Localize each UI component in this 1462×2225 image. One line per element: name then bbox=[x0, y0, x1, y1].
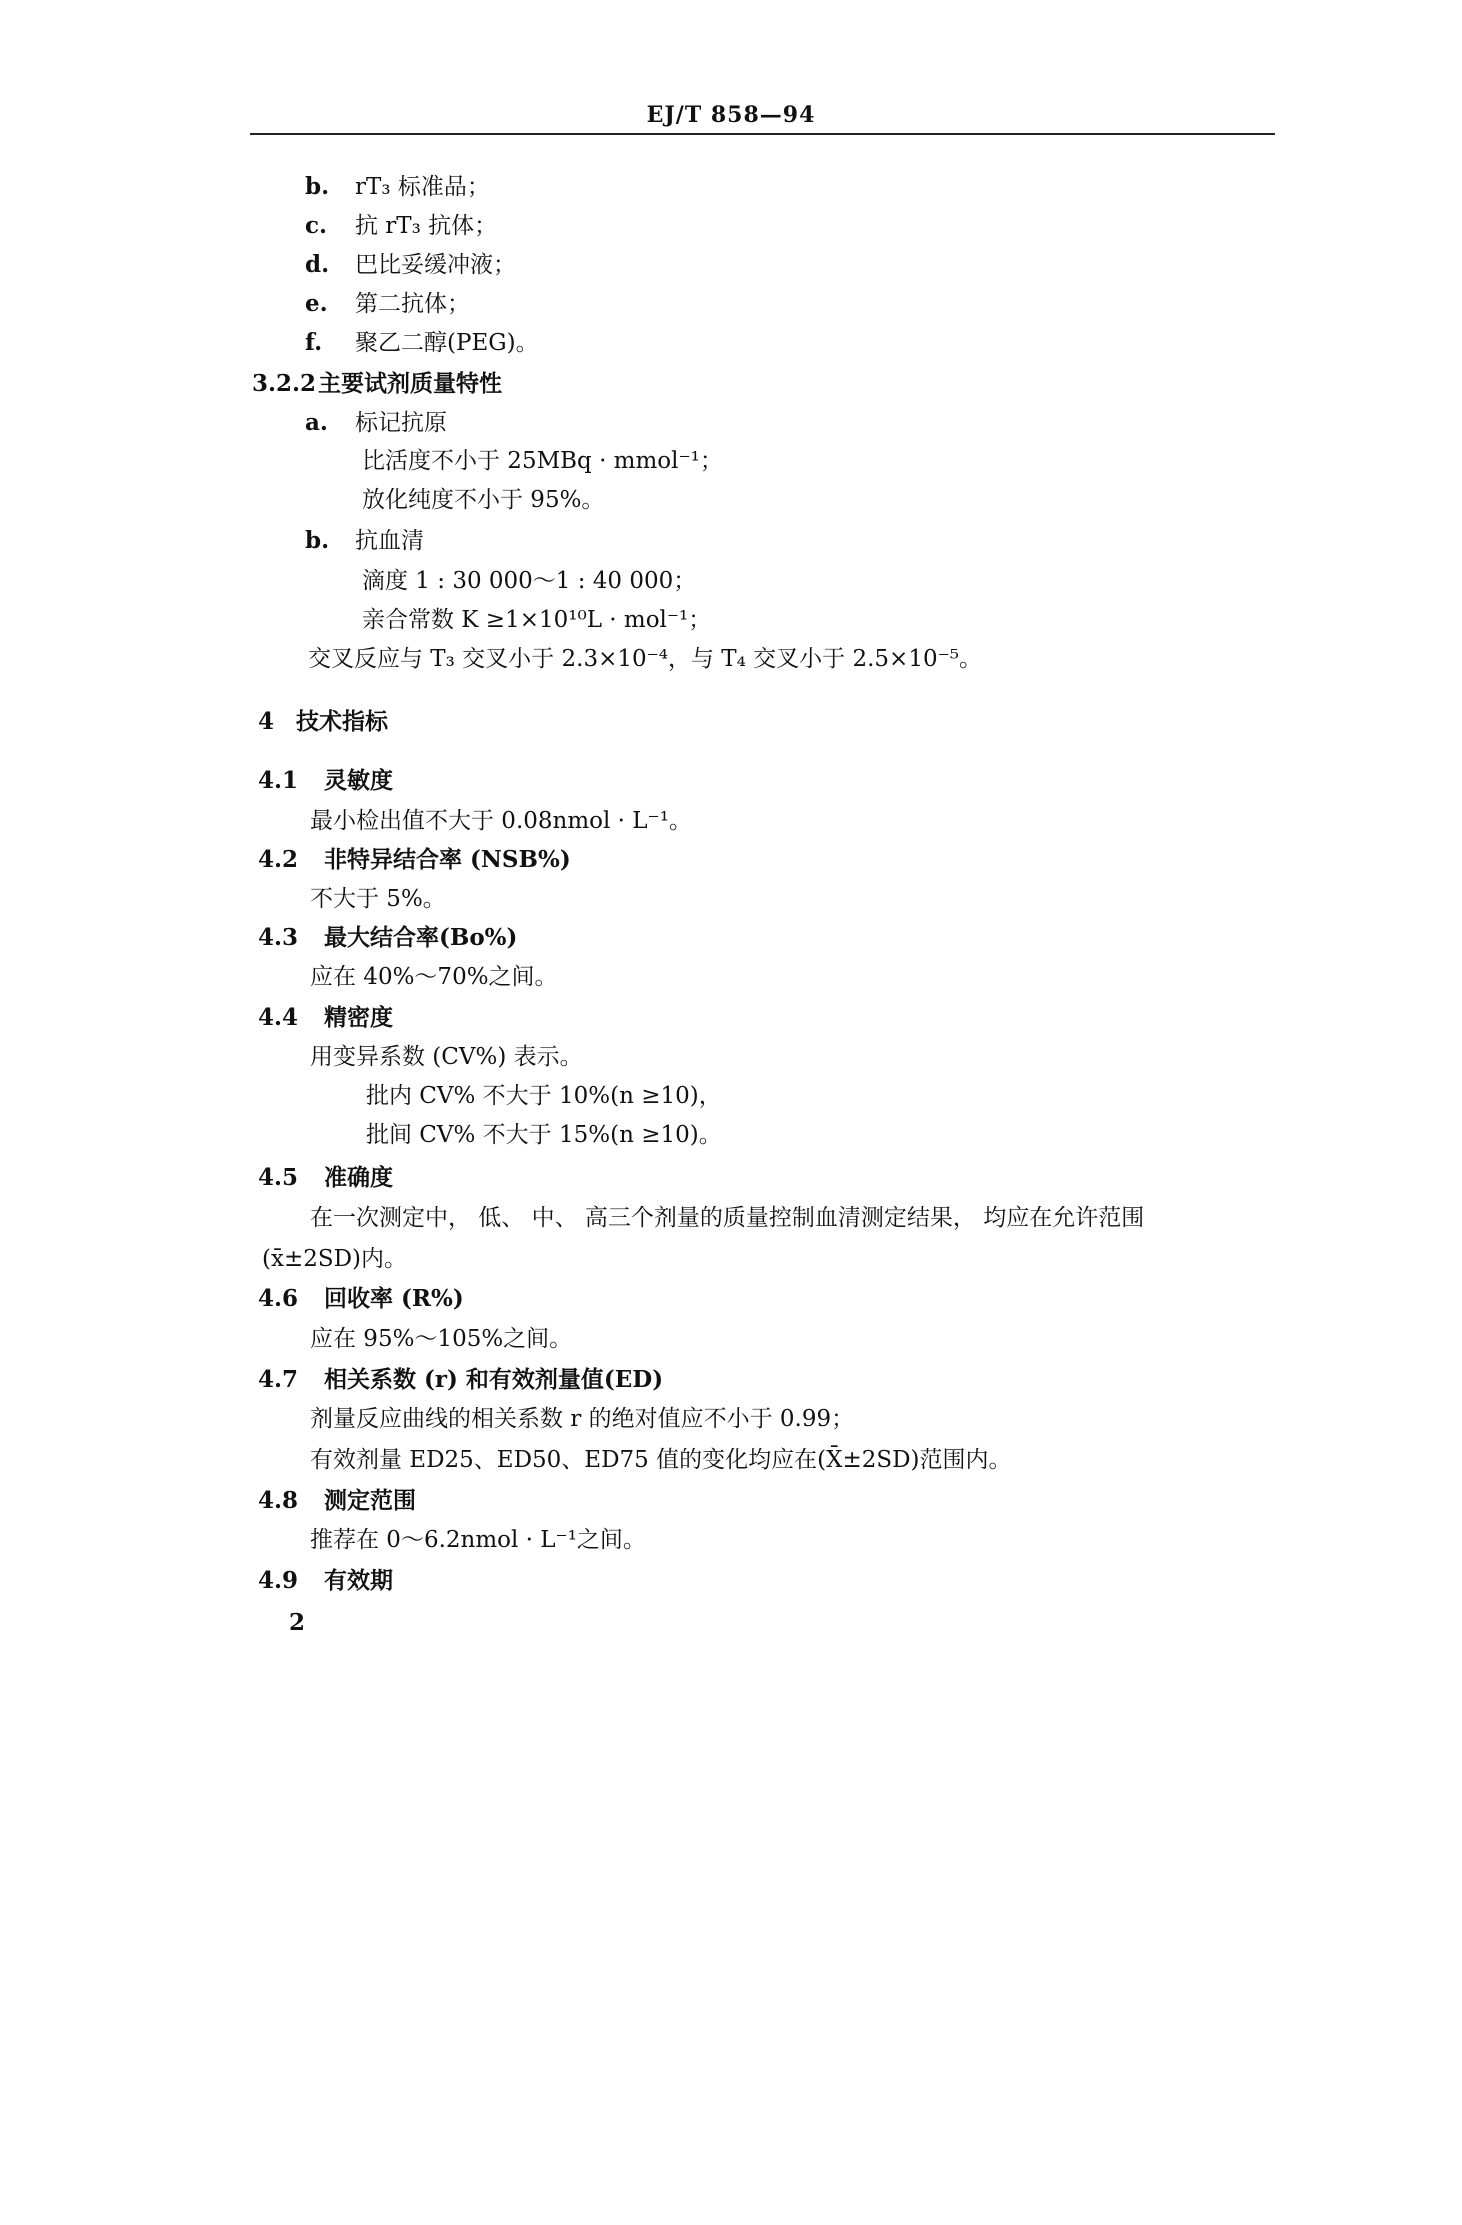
section-title: 回收率 (R%) bbox=[324, 1285, 464, 1312]
section-body: 在一次测定中， 低、 中、 高三个剂量的质量控制血清测定结果， 均应在允许范围 bbox=[310, 1205, 1145, 1231]
section-body: 应在 40%～70%之间。 bbox=[310, 964, 558, 990]
spec-line: 亲合常数 K ≥1×10¹⁰L · mol⁻¹； bbox=[362, 607, 712, 633]
spec-line: 批内 CV% 不大于 10%(n ≥10)， bbox=[366, 1083, 722, 1109]
section-number: 4.9 bbox=[258, 1567, 299, 1594]
section-title: 主要试剂质量特性 bbox=[318, 370, 502, 397]
reagent-text: 聚乙二醇(PEG)。 bbox=[355, 330, 539, 356]
reagent-label: e. bbox=[305, 290, 328, 317]
section-heading-4-7 bbox=[258, 1366, 663, 1394]
section-body: 最小检出值不大于 0.08nmol · L⁻¹。 bbox=[310, 808, 692, 834]
section-title: 测定范围 bbox=[324, 1487, 416, 1514]
reagent-label: b. bbox=[305, 173, 330, 200]
section-number: 3.2.2 bbox=[252, 370, 317, 397]
spec-line: 比活度不小于 25MBq · mmol⁻¹； bbox=[362, 448, 723, 474]
section-number: 4.3 bbox=[258, 924, 299, 951]
section-title: 准确度 bbox=[324, 1164, 393, 1191]
subitem-title: 抗血清 bbox=[355, 528, 424, 554]
reagent-label: d. bbox=[305, 251, 330, 278]
section-number: 4.6 bbox=[258, 1285, 299, 1312]
section-number: 4.5 bbox=[258, 1164, 299, 1191]
page-number: 2 bbox=[289, 1609, 306, 1636]
section-body: 剂量反应曲线的相关系数 r 的绝对值应不小于 0.99； bbox=[310, 1406, 855, 1432]
section-heading-4-1 bbox=[258, 767, 393, 795]
section-title: 精密度 bbox=[324, 1004, 393, 1031]
section-number: 4.1 bbox=[258, 767, 299, 794]
section-number: 4.7 bbox=[258, 1366, 299, 1393]
reagent-item bbox=[305, 290, 470, 318]
section-body: 不大于 5%。 bbox=[310, 886, 446, 912]
reagent-label: c. bbox=[305, 212, 328, 239]
reagent-label: f. bbox=[305, 329, 323, 356]
header-rule bbox=[250, 133, 1275, 135]
section-title: 最大结合率(Bo%) bbox=[324, 924, 518, 951]
subitem-label: b. bbox=[305, 527, 330, 554]
subitem-label: a. bbox=[305, 409, 328, 436]
section-number: 4.2 bbox=[258, 846, 299, 873]
section-title: 非特异结合率 (NSB%) bbox=[324, 846, 571, 873]
section-heading-4-4 bbox=[258, 1004, 393, 1032]
subitem-a bbox=[305, 409, 447, 437]
spec-line: 放化纯度不小于 95%。 bbox=[362, 487, 605, 513]
section-heading-4-6 bbox=[258, 1285, 464, 1313]
subitem-title: 标记抗原 bbox=[355, 410, 447, 436]
reagent-text: 第二抗体； bbox=[355, 291, 470, 317]
section-heading-4 bbox=[258, 708, 388, 736]
section-title: 技术指标 bbox=[296, 708, 388, 735]
section-title: 有效期 bbox=[324, 1567, 393, 1594]
reagent-item bbox=[305, 251, 516, 279]
section-heading-4-5 bbox=[258, 1164, 393, 1192]
section-number: 4.8 bbox=[258, 1487, 299, 1514]
section-body: 用变异系数 (CV%) 表示。 bbox=[310, 1044, 583, 1070]
reagent-item bbox=[305, 212, 497, 240]
section-title: 相关系数 (r) 和有效剂量值(ED) bbox=[324, 1366, 664, 1393]
section-heading-4-8 bbox=[258, 1487, 416, 1515]
section-heading-4-3 bbox=[258, 924, 517, 952]
section-number: 4 bbox=[258, 708, 275, 735]
standard-code-header: EJ/T 858—94 bbox=[646, 102, 816, 128]
reagent-text: 抗 rT₃ 抗体； bbox=[355, 213, 498, 239]
reagent-text: 巴比妥缓冲液； bbox=[355, 252, 516, 278]
spec-line: 批间 CV% 不大于 15%(n ≥10)。 bbox=[366, 1122, 722, 1148]
section-title: 灵敏度 bbox=[324, 767, 393, 794]
section-body: 有效剂量 ED25、ED50、ED75 值的变化均应在(X̄±2SD)范围内。 bbox=[310, 1447, 1012, 1473]
section-heading-4-9 bbox=[258, 1567, 393, 1595]
reagent-text: rT₃ 标准品； bbox=[355, 174, 490, 200]
section-heading-4-2 bbox=[258, 846, 571, 874]
subitem-b bbox=[305, 527, 424, 555]
section-body: 推荐在 0～6.2nmol · L⁻¹之间。 bbox=[310, 1527, 646, 1553]
section-body: 应在 95%～105%之间。 bbox=[310, 1326, 573, 1352]
reagent-item bbox=[305, 329, 539, 357]
section-body: (x̄±2SD)内。 bbox=[262, 1246, 408, 1272]
section-number: 4.4 bbox=[258, 1004, 299, 1031]
reagent-item bbox=[305, 173, 490, 201]
spec-line: 滴度 1 : 30 000～1 : 40 000； bbox=[362, 568, 697, 594]
section-heading-3-2-2 bbox=[252, 370, 502, 398]
spec-line: 交叉反应与 T₃ 交叉小于 2.3×10⁻⁴，与 T₄ 交叉小于 2.5×10⁻⁵。 bbox=[308, 646, 982, 672]
